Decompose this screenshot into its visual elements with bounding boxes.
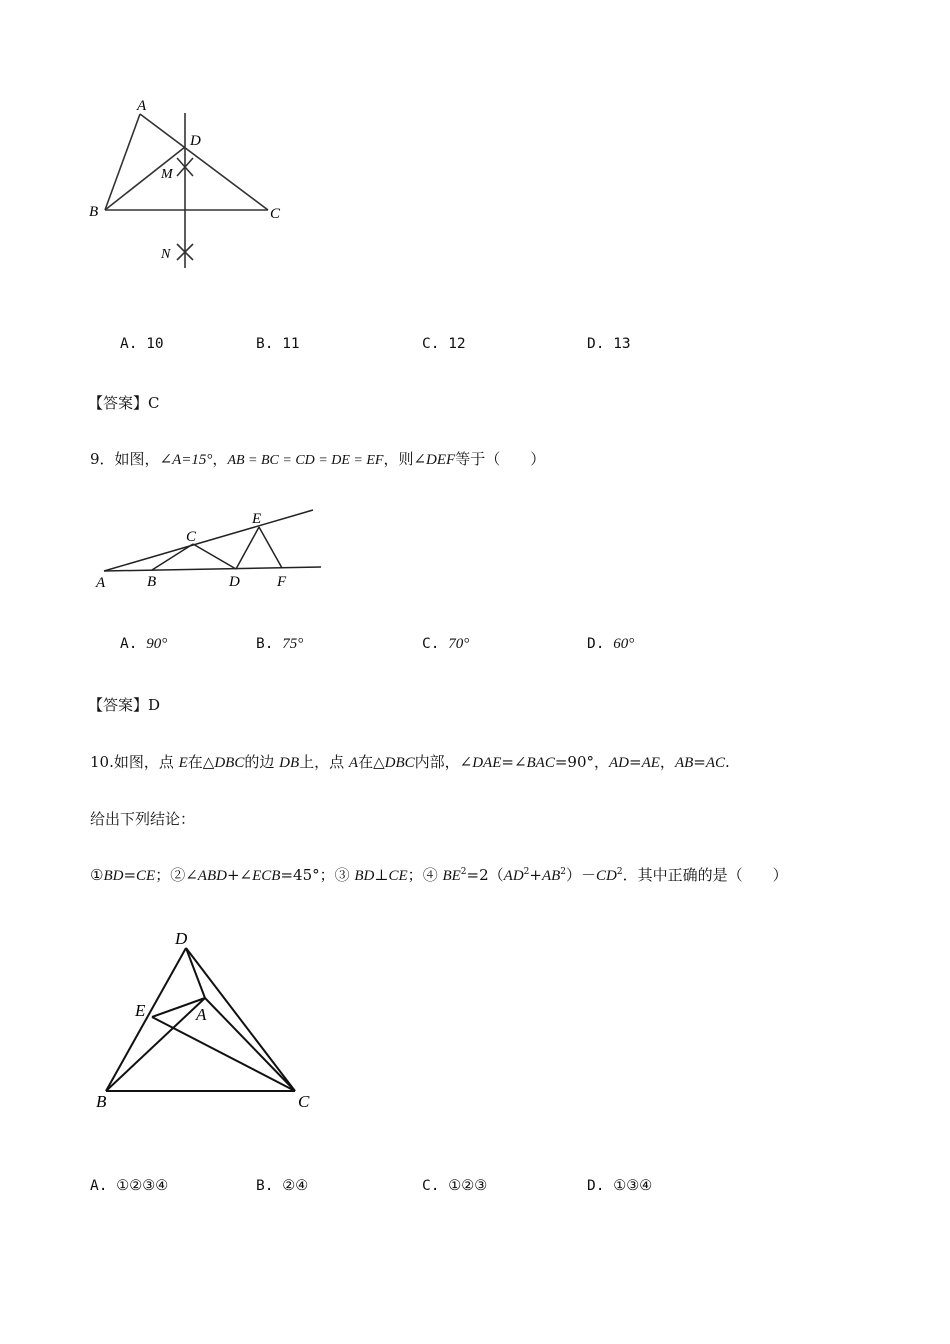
figure-zigzag-angle [90,500,330,595]
option-value: ①②③ [448,1178,488,1194]
ray-upper [104,510,313,571]
exponent: 2 [616,867,623,877]
segment-ab [106,998,205,1091]
stem-text: ，则 [383,450,414,468]
figure-triangle-perpendicular-bisector [80,90,310,280]
side-db: DB [279,755,300,771]
label-e: E [252,511,262,527]
label-d: D [229,574,240,590]
question-number: 9． [90,450,115,468]
label-d: D [190,133,201,149]
separator: ； [155,866,171,884]
expr: =45°； [280,866,335,884]
option-letter: D. [587,336,605,352]
conclusion-4-marker: ④ [422,866,443,884]
conclusion-3-marker: ③ [334,866,355,884]
stem-text: = [629,753,642,771]
conclusion-2-marker: ②∠ [170,866,198,884]
option-value: 10 [146,336,164,352]
q9-option-b[interactable] [256,636,303,653]
expr: CE [388,868,408,884]
expr: AB [541,868,561,884]
label-c: C [186,529,197,545]
stem-text: 的边 [244,753,280,771]
q9-answer [88,694,160,715]
option-letter: C. [422,336,440,352]
triangle-dbc: DBC [214,755,245,771]
target-angle: ∠DEF [413,452,456,468]
angle-dae: DAE [472,755,502,771]
segment-cd [193,544,236,569]
option-letter: A. [120,336,138,352]
label-a: A [96,575,106,591]
q8-option-a[interactable] [120,336,164,352]
perpendicular-symbol: ⊥ [374,866,389,884]
stem-text: 等于（ ） [455,450,546,468]
label-b: B [96,1092,107,1111]
label-f: F [277,574,287,590]
q9-stem [90,448,545,469]
stem-text: 在△ [358,753,385,771]
segment-ac: AC [705,755,726,771]
equal-segments: AB = BC = CD = DE = EF [227,453,384,468]
stem-text: . [725,753,730,771]
option-value: ①③④ [613,1178,653,1194]
option-letter: B. [256,336,274,352]
label-e: E [135,1001,146,1020]
stem-text: ．其中正确的是（ ） [622,866,788,884]
option-letter: A. [90,1178,108,1194]
q9-option-c[interactable] [422,636,469,653]
expr: ABD [197,868,227,884]
segment-ac [140,114,268,210]
option-value: 90° [146,636,168,652]
option-letter: C. [422,636,440,652]
expr: ）－ [566,866,597,884]
q10-conclusions-intro: 给出下列结论： [90,810,196,828]
segment-ad: AD [609,755,630,771]
option-value: 60° [613,636,635,652]
expr: =2（ [466,866,504,884]
stem-text: = [693,753,706,771]
option-value: 75° [282,636,304,652]
exponent: 2 [560,867,567,877]
option-letter: D. [587,636,605,652]
stem-text: 上，点 [299,753,349,771]
q8-option-d[interactable] [587,336,631,352]
expr: BE [442,868,461,884]
q10-option-b[interactable] [256,1178,308,1194]
expr: + [529,866,542,884]
segment-de [236,527,259,569]
option-letter: B. [256,1178,274,1194]
expr: BD [354,868,375,884]
label-c: C [270,206,281,222]
stem-text: 在△ [187,753,215,771]
option-letter: B. [256,636,274,652]
q9-option-d[interactable] [587,636,634,653]
option-value: ①②③④ [116,1178,169,1194]
stem-text: 如图， [114,450,160,468]
answer-value: C [148,394,160,412]
expr: ECB [252,868,281,884]
stem-text: =∠ [501,753,527,771]
q10-option-c[interactable] [422,1178,487,1194]
point-e: E [178,755,188,771]
expr: CE [136,868,156,884]
option-letter: C. [422,1178,440,1194]
stem-text: ， [212,450,228,468]
q10-conclusions [90,864,788,885]
answer-value: D [148,696,161,714]
label-c: C [298,1092,310,1111]
label-m: M [161,167,173,182]
label-b: B [89,204,99,220]
stem-text: ， [659,753,675,771]
exponent: 2 [460,867,467,877]
ray-lower [104,567,321,571]
q10-option-a[interactable] [90,1178,168,1194]
q8-option-c[interactable] [422,336,466,352]
stem-text: =90°， [554,753,610,771]
figure-triangle-dbc [90,925,330,1115]
expr: +∠ [226,866,253,884]
option-letter: A. [120,636,138,652]
segment-bc [152,544,193,570]
label-d: D [175,929,188,948]
label-a: A [137,98,147,114]
segment-ae: AE [641,755,660,771]
label-n: N [161,247,171,262]
stem-text: 内部，∠ [414,753,473,771]
conclusion-1-marker: ① [90,866,104,884]
expr: CD [596,868,617,884]
separator: ； [407,866,423,884]
option-value: 11 [282,336,300,352]
option-value: 70° [448,636,470,652]
answer-label: 【答案】 [88,696,149,714]
q10-option-d[interactable] [587,1178,652,1194]
q8-option-b[interactable] [256,336,300,352]
segment-da [186,948,205,998]
angle-a: ∠A [159,452,182,468]
label-a: A [196,1005,207,1024]
exponent: 2 [523,867,530,877]
q8-answer [88,392,160,413]
segment-ac [205,998,295,1091]
expr: = [123,866,137,884]
segment-ef [259,527,282,568]
segment-db [106,948,186,1091]
option-value: 12 [448,336,466,352]
stem-text: 10.如图，点 [90,753,179,771]
q10-stem [90,751,730,772]
angle-bac: BAC [526,755,555,771]
expr: BD [103,868,124,884]
point-a: A [348,755,359,771]
angle-value: =15° [181,452,213,468]
option-value: 13 [613,336,631,352]
triangle-dbc: DBC [384,755,415,771]
expr: AD [503,868,524,884]
segment-ec [152,1017,295,1091]
segment-ab: AB [674,755,694,771]
answer-label: 【答案】 [88,394,149,412]
label-b: B [147,574,157,590]
q9-option-a[interactable] [120,636,167,653]
option-letter: D. [587,1178,605,1194]
option-value: ②④ [282,1178,309,1194]
